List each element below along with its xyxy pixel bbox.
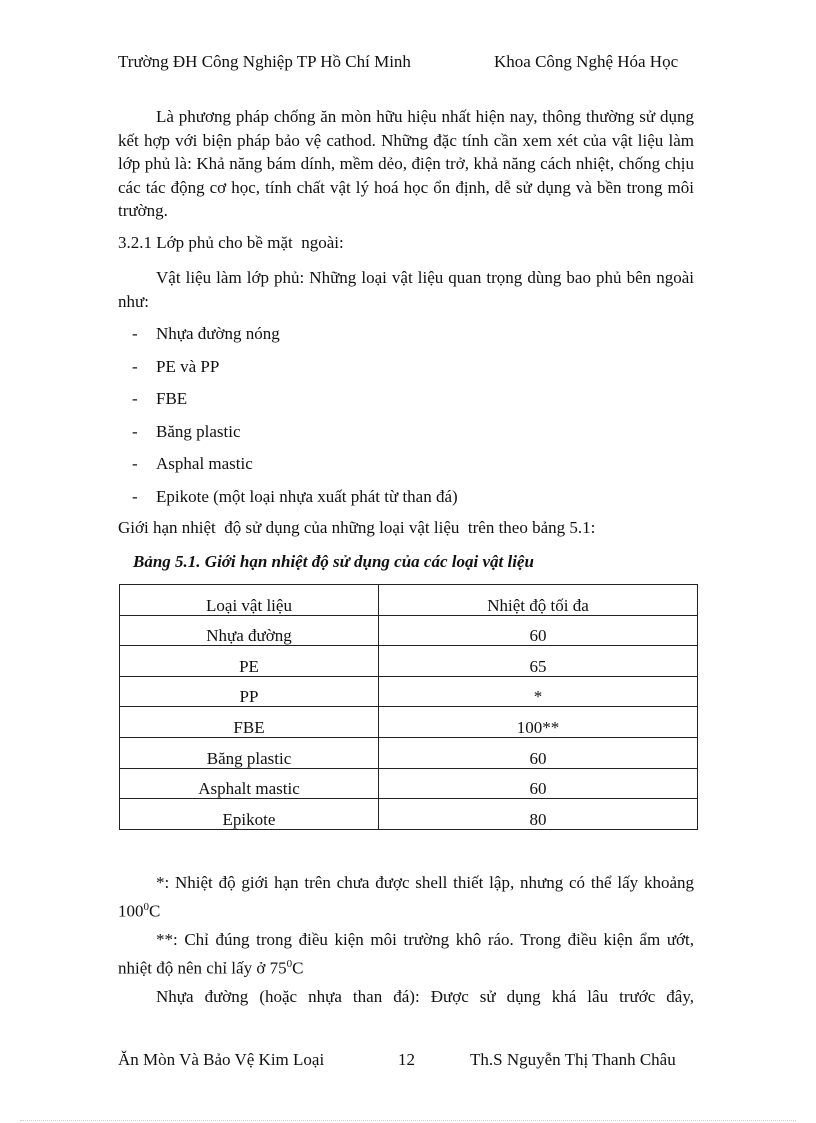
header-max-temp: Nhiệt độ tối đa xyxy=(379,585,698,616)
bullet-dash: - xyxy=(132,454,138,474)
cell-material: Epikote xyxy=(120,799,379,830)
table-caption: Bảng 5.1. Giới hạn nhiệt độ sử dụng của các loại vật liệu xyxy=(133,552,534,571)
table-row xyxy=(120,737,698,768)
note1-unit: C xyxy=(149,901,161,921)
table-row xyxy=(120,799,698,830)
list-item xyxy=(132,322,458,355)
table-row xyxy=(120,646,698,677)
note2-text: **: Chỉ đúng trong điều kiện môi trường khô ráo. Trong điều kiện ẩm ướt, nhiệt độ nên chỉ lấy ở 75 xyxy=(118,930,694,978)
material-name: Băng plastic xyxy=(156,421,241,441)
cell-material: Asphalt mastic xyxy=(120,768,379,799)
cell-temp: * xyxy=(379,676,698,707)
note1-degree: 0 xyxy=(143,901,149,913)
cell-material: PP xyxy=(120,676,379,707)
page-bottom-divider xyxy=(20,1120,796,1121)
note-double-asterisk xyxy=(118,927,694,981)
cell-temp: 65 xyxy=(379,646,698,677)
cell-material: FBE xyxy=(120,707,379,738)
list-item xyxy=(132,485,458,518)
material-name: PE và PP xyxy=(156,356,220,376)
cell-temp: 60 xyxy=(379,615,698,646)
list-item xyxy=(132,452,458,485)
materials-list xyxy=(132,322,458,518)
list-item xyxy=(132,420,458,453)
material-name: Nhựa đường nóng xyxy=(156,324,280,343)
bullet-dash: - xyxy=(132,421,138,441)
cell-material: Băng plastic xyxy=(120,737,379,768)
note-single-asterisk xyxy=(118,870,694,924)
table-row xyxy=(120,676,698,707)
temperature-table xyxy=(119,584,698,830)
footer-author: Th.S Nguyễn Thị Thanh Châu xyxy=(470,1050,676,1069)
note2-degree: 0 xyxy=(286,958,293,970)
cell-temp: 80 xyxy=(379,799,698,830)
bullet-dash: - xyxy=(132,486,138,506)
note1-text: *: Nhiệt độ giới hạn trên chưa được shell thiết lập, nhưng có thể lấy khoảng 100 xyxy=(118,873,694,921)
table-intro: Giới hạn nhiệt độ sử dụng của những loại vật liệu trên theo bảng 5.1: xyxy=(118,518,596,537)
bullet-dash: - xyxy=(132,356,138,376)
last-paragraph: Nhựa đường (hoặc nhựa than đá): Được sử dụng khá lâu trước đây, xyxy=(156,987,694,1006)
header-material: Loại vật liệu xyxy=(120,585,379,616)
materials-intro: Vật liệu làm lớp phủ: Những loại vật liệu quan trọng dùng bao phủ bên ngoài như: xyxy=(118,268,694,311)
header-faculty: Khoa Công Nghệ Hóa Học xyxy=(494,52,679,71)
bullet-dash: - xyxy=(132,324,138,343)
table-header-row xyxy=(120,585,698,616)
intro-paragraph: Là phương pháp chống ăn mòn hữu hiệu nhất hiện nay, thông thường sử dụng kết hợp với biện pháp bảo vệ cathod. Những đặc tính cần xem xét của vật liệu làm lớp phủ là: Khả năng bám dính, mềm dẻo, điện trở, khả năng cách nhiệt, chống chịu các tác động cơ học, tính chất vật lý hoá học ổn định, dễ sử dụng và bền trong môi trường. xyxy=(118,107,694,220)
footer-page-number: 12 xyxy=(398,1050,415,1069)
material-name: FBE xyxy=(156,389,188,409)
list-item xyxy=(132,355,458,388)
cell-temp: 60 xyxy=(379,768,698,799)
list-item xyxy=(132,387,458,420)
cell-material: PE xyxy=(120,646,379,677)
table-row xyxy=(120,615,698,646)
material-name: Asphal mastic xyxy=(156,454,253,474)
footer-course: Ăn Mòn Và Bảo Vệ Kim Loại xyxy=(118,1050,325,1069)
cell-temp: 60 xyxy=(379,737,698,768)
header-school: Trường ĐH Công Nghiệp TP Hồ Chí Minh xyxy=(118,52,411,71)
cell-material: Nhựa đường xyxy=(120,615,379,646)
note2-unit: C xyxy=(292,958,304,978)
cell-temp: 100** xyxy=(379,707,698,738)
material-name: Epikote (một loại nhựa xuất phát từ than đá) xyxy=(156,486,458,506)
section-heading: 3.2.1 Lớp phủ cho bề mặt ngoài: xyxy=(118,233,344,252)
table-row xyxy=(120,768,698,799)
bullet-dash: - xyxy=(132,389,138,409)
table-row xyxy=(120,707,698,738)
